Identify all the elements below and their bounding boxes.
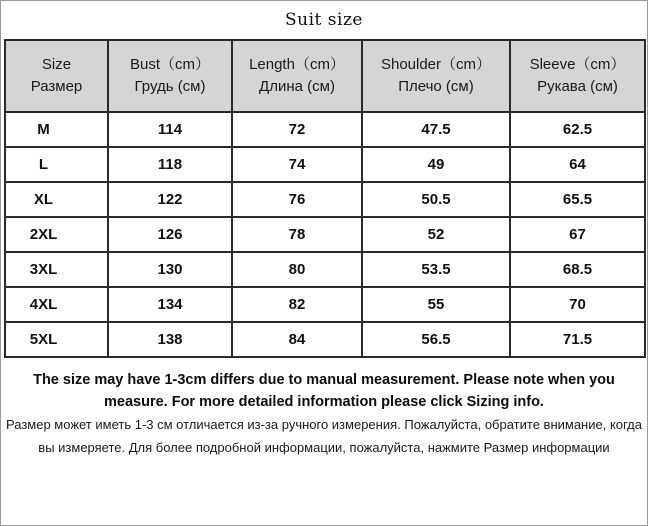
cell-bust: 130 — [108, 252, 232, 287]
cell-bust: 134 — [108, 287, 232, 322]
cell-length: 72 — [232, 112, 362, 147]
table-row — [5, 182, 645, 217]
table-row — [5, 322, 645, 357]
header-length: Length（cm） Длина (см) — [232, 40, 362, 112]
cell-length: 74 — [232, 147, 362, 182]
cell-size: XL — [5, 182, 108, 217]
cell-length: 78 — [232, 217, 362, 252]
cell-size: 4XL — [5, 287, 108, 322]
cell-shoulder: 52 — [362, 217, 510, 252]
table-row — [5, 112, 645, 147]
cell-shoulder: 50.5 — [362, 182, 510, 217]
cell-length: 80 — [232, 252, 362, 287]
cell-sleeve: 62.5 — [510, 112, 645, 147]
cell-sleeve: 67 — [510, 217, 645, 252]
cell-bust: 126 — [108, 217, 232, 252]
table-row — [5, 147, 645, 182]
note-english: The size may have 1-3cm differs due to manual measurement. Please note when you measure. For more detailed information please click Sizing info. — [33, 372, 615, 410]
cell-size: 5XL — [5, 322, 108, 357]
cell-shoulder: 55 — [362, 287, 510, 322]
cell-sleeve: 71.5 — [510, 322, 645, 357]
cell-shoulder: 49 — [362, 147, 510, 182]
header-sleeve: Sleeve（cm） Рукава (см) — [510, 40, 645, 112]
cell-shoulder: 47.5 — [362, 112, 510, 147]
note-russian: Размер может иметь 1-3 см отличается из-за ручного измерения. Пожалуйста, обратите внимание, когда вы измеряете. Для более подробной информации, пожалуйста, нажмите Размер информации — [6, 417, 642, 455]
cell-shoulder: 56.5 — [362, 322, 510, 357]
table-row — [5, 252, 645, 287]
cell-bust: 118 — [108, 147, 232, 182]
cell-length: 76 — [232, 182, 362, 217]
table-row — [5, 287, 645, 322]
chart-title: Suit size — [285, 10, 363, 30]
cell-sleeve: 64 — [510, 147, 645, 182]
cell-bust: 114 — [108, 112, 232, 147]
cell-length: 82 — [232, 287, 362, 322]
cell-sleeve: 65.5 — [510, 182, 645, 217]
measurement-note — [1, 369, 647, 459]
cell-sleeve: 70 — [510, 287, 645, 322]
cell-sleeve: 68.5 — [510, 252, 645, 287]
cell-shoulder: 53.5 — [362, 252, 510, 287]
size-table — [4, 39, 646, 358]
header-shoulder: Shoulder（cm） Плечо (см) — [362, 40, 510, 112]
cell-size: 2XL — [5, 217, 108, 252]
cell-size: M — [5, 112, 108, 147]
cell-length: 84 — [232, 322, 362, 357]
cell-bust: 138 — [108, 322, 232, 357]
table-header-row — [5, 40, 645, 112]
header-bust: Bust（cm） Грудь (см) — [108, 40, 232, 112]
table-row — [5, 217, 645, 252]
cell-size: 3XL — [5, 252, 108, 287]
cell-size: L — [5, 147, 108, 182]
cell-bust: 122 — [108, 182, 232, 217]
header-size: Size Размер — [5, 40, 108, 112]
